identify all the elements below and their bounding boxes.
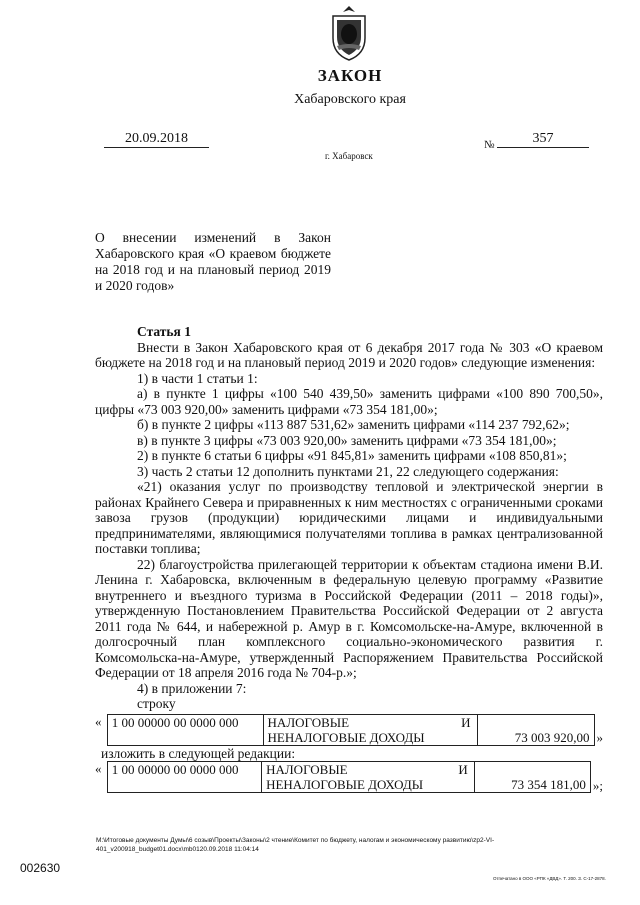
new-row-block [95, 761, 603, 793]
paragraph: строку [137, 696, 176, 711]
paragraph: а) в пункте 1 цифры «100 540 439,50» заменить цифрами «100 890 700,50», цифры «73 003 920,00» заменить цифрами «73 354 181,00»; [95, 386, 603, 417]
budget-code: 1 00 00000 00 0000 000 [107, 714, 263, 745]
paragraph: 1) в части 1 статьи 1: [137, 370, 258, 386]
article-body [95, 324, 603, 793]
budget-item-name [262, 762, 475, 793]
file-path-footer: М:\Итоговые документы Думы\6 созыв\Проекты\Законы\2 чтение\Комитет по бюджету, налогам и экономическому развитию\zp2-VI-401_v200918_budget01.docx\mb0120.09.2018 11:04:14 [96, 837, 495, 853]
old-budget-row [107, 714, 595, 746]
paragraph: Внести в Закон Хабаровского края от 6 декабря 2017 года № 303 «О краевом бюджете на 2018 год и на плановый период 2019 и 2020 годов» следующие изменения: [95, 339, 603, 370]
city-name: г. Хабаровск [325, 151, 373, 161]
old-row-block [95, 714, 603, 746]
paragraph: «21) оказания услуг по производству тепловой и электрической энергии в районах Крайнего Севера и приравненных к ним местностях с ограниченными сроками завоза грузов (продукции) юридическими лицами и индивидуальными предпринимателями, являющимися получателями топлива в рамках централизованной поставки топлива; [95, 479, 603, 556]
document-title: ЗАКОН [317, 66, 383, 85]
new-budget-row [107, 761, 591, 793]
budget-code: 1 00 00000 00 0000 000 [107, 762, 261, 793]
document-region: Хабаровского края [294, 92, 406, 107]
open-quote: « [95, 713, 102, 729]
open-quote: « [95, 761, 102, 776]
paragraph: в) в пункте 3 цифры «73 003 920,00» заменить цифрами «73 354 181,00»; [137, 432, 557, 448]
print-info: Отпечатано в ООО «РПК «ДВД». Т. 200. З. С-17-2878. [493, 876, 606, 881]
name-line1: НАЛОГОВЫЕ [267, 714, 350, 730]
name-and: И [461, 714, 471, 730]
close-quote: »; [592, 777, 603, 793]
replace-text: изложить в следующей редакции: [101, 745, 296, 761]
law-date: 20.09.2018 [104, 131, 209, 148]
paragraph: 2) в пункте 6 статьи 6 цифры «91 845,81» заменить цифрами «108 850,81»; [137, 448, 567, 463]
paragraph: б) в пункте 2 цифры «113 887 531,62» заменить цифрами «114 237 792,62»; [137, 417, 570, 432]
budget-amount: 73 003 920,00 [477, 714, 594, 745]
budget-item-name [263, 714, 477, 745]
name-line2: НЕНАЛОГОВЫЕ ДОХОДЫ [267, 729, 425, 745]
law-subject: О внесении изменений в Закон Хабаровского края «О краевом бюджете на 2018 год и на плановый период 2019 и 2020 годов» [95, 230, 331, 293]
name-line1: НАЛОГОВЫЕ [266, 762, 348, 777]
document-code: 002630 [20, 861, 61, 875]
budget-amount: 73 354 181,00 [474, 762, 590, 793]
paragraph: 3) часть 2 статьи 12 дополнить пунктами 21, 22 следующего содержания: [137, 463, 559, 479]
name-and: И [458, 762, 468, 777]
coat-of-arms-icon [329, 4, 369, 62]
paragraph: 4) в приложении 7: [137, 680, 247, 696]
paragraph: 22) благоустройства прилегающей территории к объектам стадиона имени В.И. Ленина г. Хабаровска, включенным в федеральную целевую программу «Развитие внутреннего и въездного туризма в Российской Федерации (2011 – 2018 годы)», утвержденную Постановлением Правительства Российской Федерации от 2 августа 2011 года № 644, и набережной р. Амур в г. Комсомольске-на-Амуре, включенной в долгосрочный план комплексного социально-экономического развития г. Комсомольска-на-Амуре, утвержденный Распоряжением Правительства Российской Федерации от 18 апреля 2016 года № 704-р.»; [95, 556, 603, 680]
close-quote: » [596, 730, 603, 745]
law-number: 357 [497, 131, 589, 148]
number-label: № [484, 139, 495, 151]
name-line2: НЕНАЛОГОВЫЕ ДОХОДЫ [266, 777, 424, 792]
article-heading: Статья 1 [137, 324, 191, 339]
